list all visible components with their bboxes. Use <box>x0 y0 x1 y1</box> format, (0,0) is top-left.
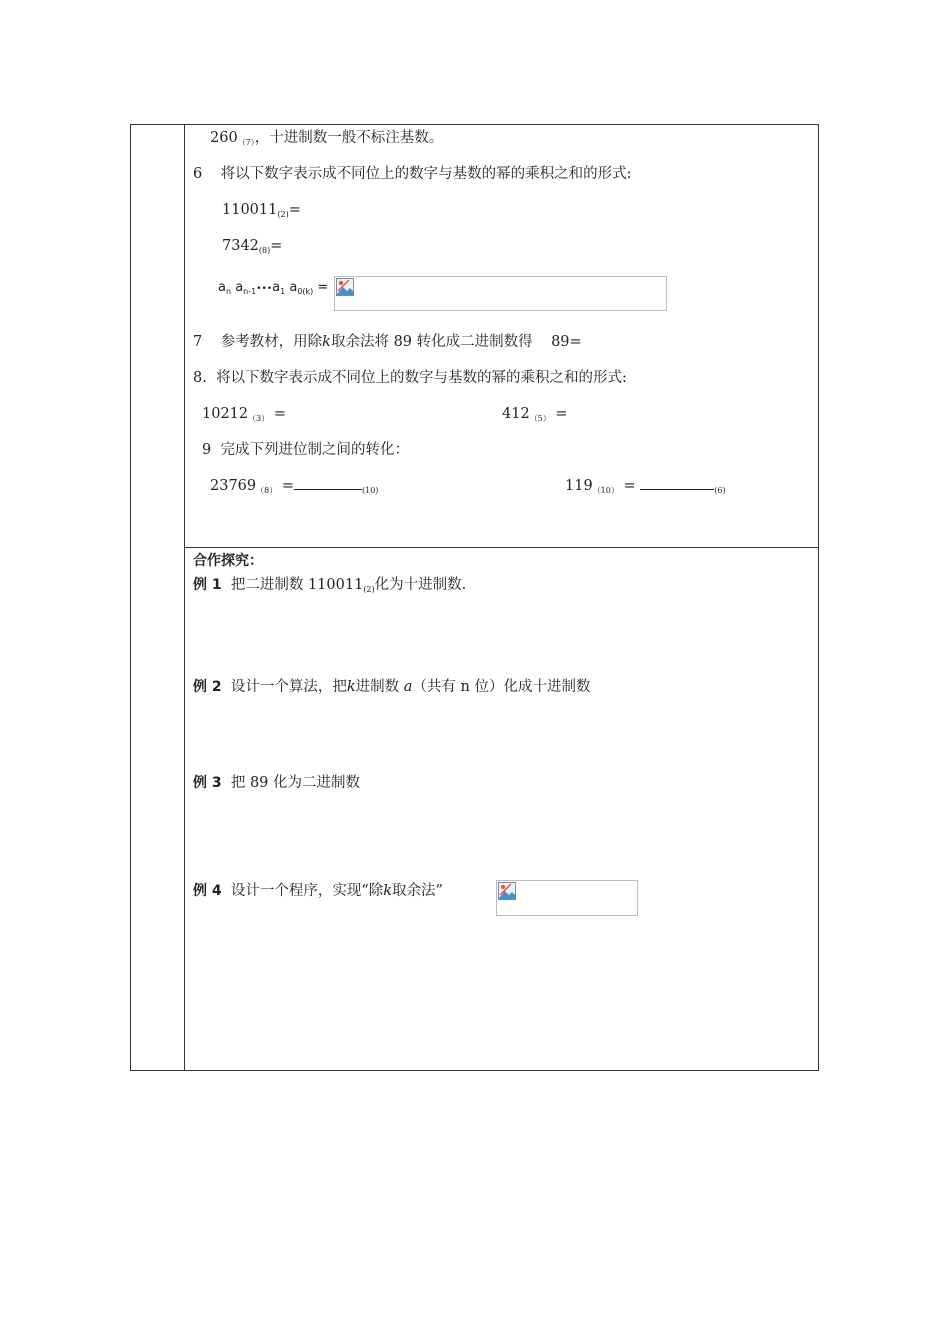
example-2: 例 2 设计一个算法，把k进制数 a（共有 n 位）化成十进制数 <box>193 679 591 695</box>
broken-image-icon <box>336 278 354 296</box>
example-1: 例 1 把二进制数 $110011_{(2)}$化为十进制数. <box>193 577 467 594</box>
coop-title: 合作探究： <box>193 553 263 569</box>
conversion-119-base10: $119_{(10)} = _{(6)}$ <box>565 478 726 495</box>
example-3: 例 3 把 89 化为二进制数 <box>193 775 361 791</box>
question-9: 9 完成下列进位制之间的转化： <box>202 442 409 458</box>
expression-110011-base2: $110011_{(2)}=$ <box>222 202 301 219</box>
question-8: 8. 将以下数字表示成不同位上的数字与基数的幂的乘积之和的形式: <box>193 370 627 386</box>
expression-412-base5: $412_{(5)}$ = <box>502 406 568 423</box>
program-image-placeholder <box>496 880 638 916</box>
answer-blank-2[interactable] <box>640 477 714 490</box>
question-7: 7 参考教材，用除k取余法将 89 转化成二进制数得 89= <box>193 334 582 350</box>
conversion-23769-base8: $23769_{(8)} = _{(10)}$ <box>210 478 379 495</box>
column-divider <box>184 125 185 1070</box>
section-divider <box>184 547 818 548</box>
general-expansion-formula: $a_n$ $a_{n-1}•••a_1$ $a_{0(k)}$ = <box>218 280 329 296</box>
formula-image-placeholder <box>334 276 667 311</box>
expression-10212-base3: $10212_{(3)}$ = <box>202 406 286 423</box>
expression-7342-base8: $7342_{(8)}=$ <box>222 238 283 255</box>
example-4: 例 4 设计一个程序，实现“除k取余法” <box>193 883 443 899</box>
note-base-260: $260_{(7)}$，十进制数一般不标注基数。 <box>210 130 444 147</box>
question-6: 6 将以下数字表示成不同位上的数字与基数的幂的乘积之和的形式: <box>193 166 632 182</box>
answer-blank-1[interactable] <box>294 477 362 490</box>
broken-image-icon <box>498 882 516 900</box>
